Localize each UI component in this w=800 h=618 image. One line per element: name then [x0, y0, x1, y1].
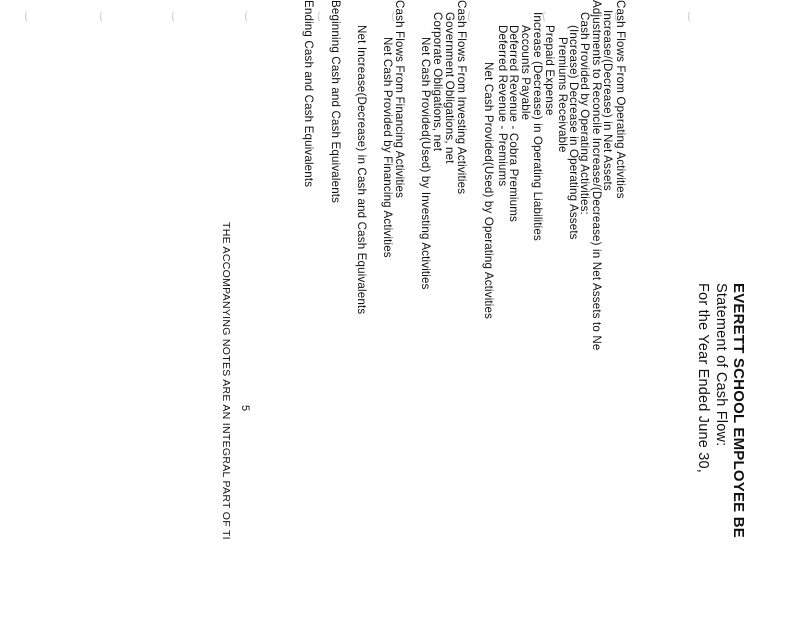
statement-line: Beginning Cash and Cash Equivalents [329, 0, 342, 204]
statement-line: Cash Provided by Operating Activities: [578, 12, 591, 215]
statement-line: Deferred Revenue - Cobra Premiums [507, 25, 520, 222]
section-heading-investing: Cash Flows From Investing Activities [455, 0, 468, 195]
statement-line: Corporate Obligations, net [431, 12, 444, 152]
statement-subtotal: Net Cash Provided by Financing Activities [381, 37, 394, 258]
statement-subtotal: Net Cash Provided(Used) by Operating Activities [482, 62, 495, 320]
statement-line: Government Obligations, net [443, 12, 456, 164]
statement-line: Net Increase(Decrease) in Cash and Cash Equivalents [355, 25, 368, 315]
statement-line: Premiums Receivable [556, 37, 569, 153]
statement-subtotal: Net Cash Provided(Used) by Investing Activities [419, 37, 432, 290]
statement-line: Accounts Payable [519, 25, 532, 121]
period-title: For the Year Ended June 30, [695, 283, 711, 474]
statement-line: Increase/(Decrease) in Net Assets [601, 10, 614, 191]
section-heading-operating: Cash Flows From Operating Activities [614, 0, 627, 199]
organization-title: EVERETT SCHOOL EMPLOYEE BE [730, 283, 747, 538]
statement-line: Adjustments to Reconcile Increase/(Decrease) in Net Assets to Ne [590, 0, 603, 351]
footer-note: THE ACCOMPANYING NOTES ARE AN INTEGRAL PART OF TI [220, 222, 232, 540]
statement-line: Prepaid Expense [543, 25, 556, 116]
page-number: 5 [239, 405, 251, 412]
statement-line: Deferred Revenue - Premiums [496, 25, 509, 187]
statement-title: Statement of Cash Flow: [713, 283, 729, 447]
statement-line: Increase (Decrease) in Operating Liabilities [531, 12, 544, 241]
statement-total: Ending Cash and Cash Equivalents [302, 0, 315, 188]
statement-line: (Increase) Decrease in Operating Assets [567, 25, 580, 240]
section-heading-financing: Cash Flows From Financing Activities [393, 0, 406, 199]
